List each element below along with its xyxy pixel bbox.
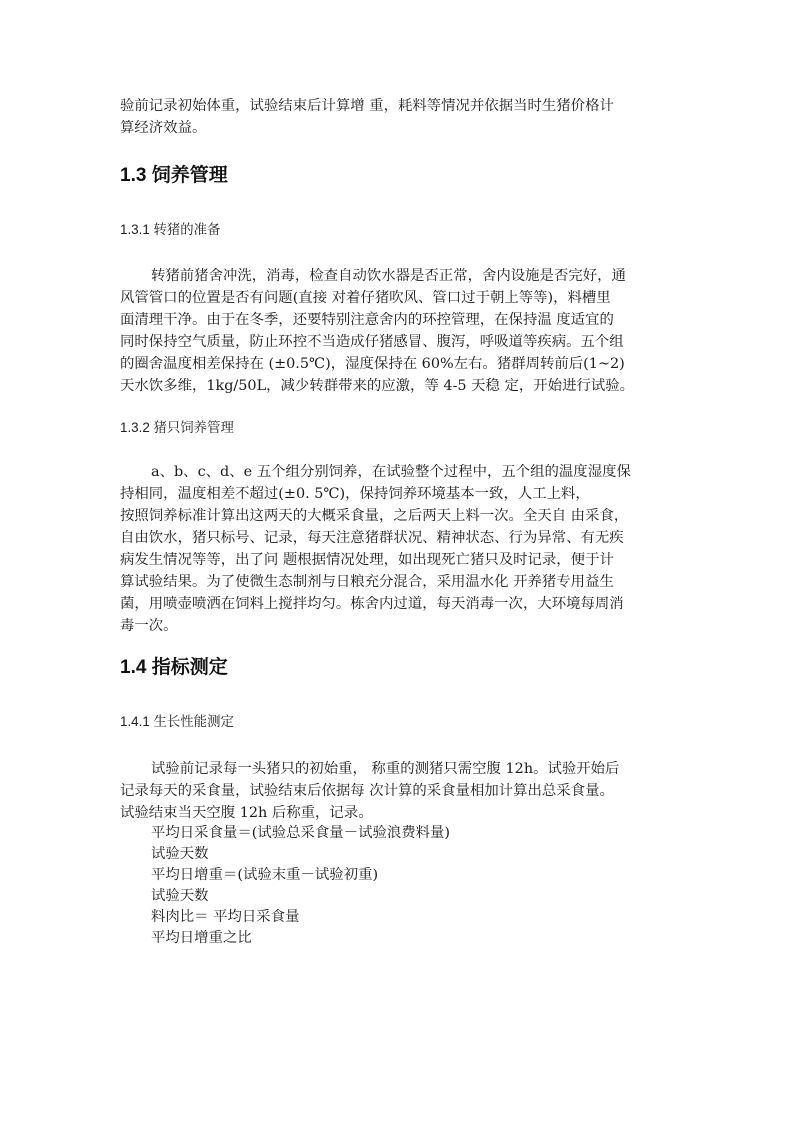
intro-line: 验前记录初始体重，试验结束后计算增 重，耗料等情况并依据当时生猪价格计 xyxy=(120,98,614,114)
paragraph-line: 试验结束当天空腹 12h 后称重，记录。 xyxy=(120,805,373,821)
formula-line: 料肉比＝ 平均日采食量 xyxy=(151,909,300,925)
subsection-heading-1-3-1: 1.3.1 转猪的准备 xyxy=(120,222,221,237)
paragraph-line: 转猪前猪舍冲洗，消毒，检查自动饮水器是否正常，舍内设施是否完好，通 xyxy=(151,268,626,284)
subsection-heading-1-3-2: 1.3.2 猪只饲养管理 xyxy=(120,420,234,435)
paragraph-line: 毒一次。 xyxy=(120,618,178,634)
paragraph-line: 持相同，温度相差不超过(±0. 5℃)，保持饲养环境基本一致，人工上料， xyxy=(120,486,590,502)
formula-line: 平均日增重＝(试验末重－试验初重) xyxy=(151,867,379,883)
formula-line: 平均日采食量＝(试验总采食量－试验浪费料量) xyxy=(151,825,451,841)
paragraph-line: 试验前记录每一头猪只的初始重， 称重的测猪只需空腹 12h。试验开始后 xyxy=(151,761,620,777)
paragraph-line: 算试验结果。为了使微生态制剂与日粮充分混合，采用温水化 开养猪专用益生 xyxy=(120,574,614,590)
paragraph-line: 按照饲养标准计算出这两天的大概采食量，之后两天上料一次。全天自 由采食， xyxy=(120,508,629,524)
formula-line: 试验天数 xyxy=(151,888,209,904)
paragraph-line: 病发生情况等等，出了问 题根据情况处理，如出现死亡猪只及时记录，便于计 xyxy=(120,552,614,568)
paragraph-line: 面清理干净。由于在冬季，还要特别注意舍内的环控管理，在保持温 度适宜的 xyxy=(120,312,614,328)
formula-line: 平均日增重之比 xyxy=(151,930,252,946)
paragraph-line: 自由饮水，猪只标号、记录，每天注意猪群状况、精神状态、行为异常、有无疾 xyxy=(120,530,624,546)
intro-line: 算经济效益。 xyxy=(120,120,207,136)
paragraph-line: a、b、c、d、e 五个组分别饲养，在试验整个过程中，五个组的温度湿度保 xyxy=(151,464,631,480)
paragraph-line: 风管管口的位置是否有问题(直接 对着仔猪吹风、管口过于朝上等等)，料槽里 xyxy=(120,290,611,306)
section-heading-1-4: 1.4 指标测定 xyxy=(120,657,228,678)
paragraph-line: 的圈舍温度相差保持在 (±0.5℃)，湿度保持在 60%左右。猪群周转前后(1~2) xyxy=(120,356,625,372)
paragraph-line: 记录每天的采食量，试验结束后依据每 次计算的采食量相加计算出总采食量。 xyxy=(120,783,614,799)
formula-line: 试验天数 xyxy=(151,846,209,862)
paragraph-line: 天水饮多维，1kg/50L，减少转群带来的应激，等 4-5 天稳 定，开始进行试验。 xyxy=(120,378,635,394)
section-heading-1-3: 1.3 饲养管理 xyxy=(120,165,228,186)
paragraph-line: 菌，用喷壶喷洒在饲料上搅拌均匀。栋舍内过道，每天消毒一次，大环境每周消 xyxy=(120,596,624,612)
paragraph-line: 同时保持空气质量，防止环控不当造成仔猪感冒、腹泻，呼吸道等疾病。五个组 xyxy=(120,334,624,350)
subsection-heading-1-4-1: 1.4.1 生长性能测定 xyxy=(120,714,234,729)
